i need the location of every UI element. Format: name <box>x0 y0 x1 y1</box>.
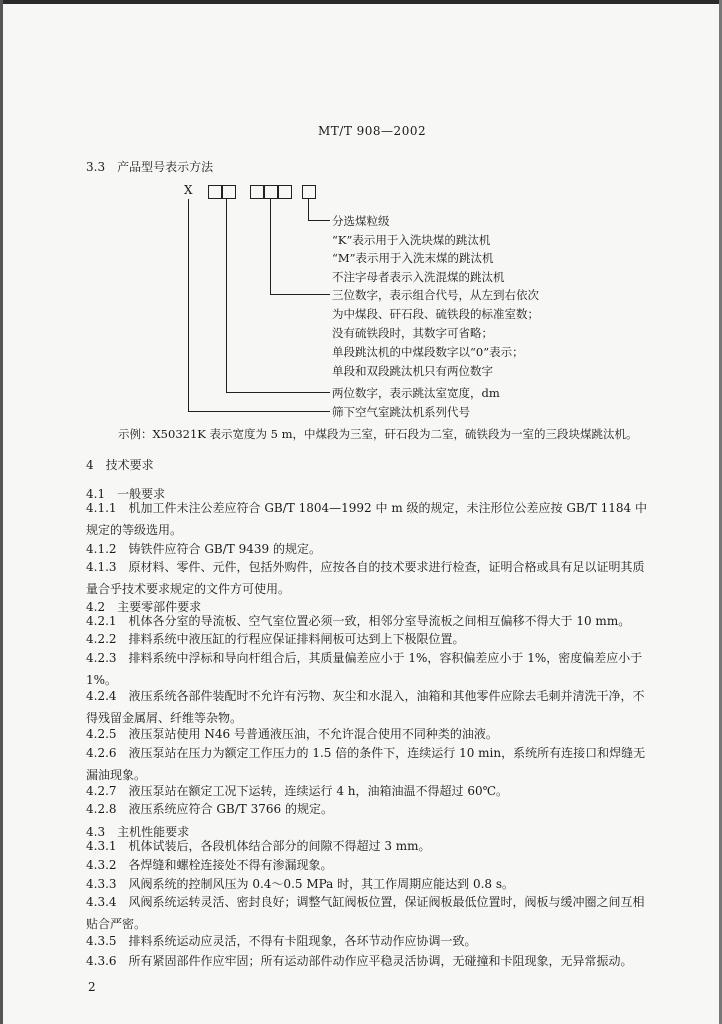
diagram-label: “M”表示用于入洗末煤的跳汰机 <box>332 251 494 265</box>
leader-line <box>226 199 227 393</box>
paragraph-4-1-1: 4.1.1 机加工件未注公差应符合 GB/T 1804—1992 中 m 级的规定，未注形位公差应按 GB/T 1184 中规定的等级选用。 <box>86 501 647 537</box>
diagram-label: 单段跳汰机的中煤段数字以“0”表示； <box>332 345 524 359</box>
code-box <box>264 185 278 199</box>
section-4-2-title: 4.2 主要零部件要求 <box>86 600 202 614</box>
leader-line <box>188 411 330 412</box>
paragraph-4-3-1: 4.3.1 机体试装后，各段机体结合部分的间隙不得超过 3 mm。 <box>86 839 431 853</box>
leader-line <box>270 294 330 295</box>
diagram-label: 三位数字，表示组合代号，从左到右依次 <box>332 288 539 302</box>
page-number: 2 <box>88 980 96 994</box>
standard-header: MT/T 908—2002 <box>318 124 427 138</box>
code-box <box>222 185 236 199</box>
code-box <box>250 185 264 199</box>
paragraph-4-1-2: 4.1.2 铸铁件应符合 GB/T 9439 的规定。 <box>86 542 321 556</box>
code-box <box>208 185 222 199</box>
paragraph-4-1-3: 4.1.3 原材料、零件、元件，包括外购件，应按各自的技术要求进行检查，证明合格或具有足以证明其质量合乎技术要求规定的文件方可使用。 <box>86 560 645 596</box>
leader-line <box>226 392 330 393</box>
section-4-1-title: 4.1 一般要求 <box>86 487 166 501</box>
paragraph-4-3-3: 4.3.3 风阀系统的控制风压为 0.4～0.5 MPa 时，其工作周期应能达到 0.8 s。 <box>86 877 514 891</box>
paragraph-4-2-4: 4.2.4 液压系统各部件装配时不允许有污物、灰尘和水混入，油箱和其他零件应除去毛刺并清洗干净，不得残留金属屑、纤维等杂物。 <box>86 689 645 725</box>
diagram-label: 单段和双段跳汰机只有两位数字 <box>332 364 493 378</box>
diagram-label: 为中煤段、矸石段、硫铁段的标准室数； <box>332 307 539 321</box>
paragraph-4-2-8: 4.2.8 液压系统应符合 GB/T 3766 的规定。 <box>86 802 333 816</box>
scan-edge-left <box>0 0 3 1024</box>
leader-line <box>308 199 309 221</box>
paragraph-4-3-2: 4.3.2 各焊缝和螺栓连接处不得有渗漏现象。 <box>86 858 333 872</box>
diagram-label: 分选煤粒级 <box>332 214 390 228</box>
diagram-label: “K”表示用于入洗块煤的跳汰机 <box>332 233 491 247</box>
diagram-label: 没有硫铁段时，其数字可省略； <box>332 326 493 340</box>
paragraph-4-3-4: 4.3.4 风阀系统运转灵活、密封良好；调整气缸阀板位置，保证阀板最低位置时，阀板与缓冲圈之间互相贴合严密。 <box>86 895 645 931</box>
section-4-3-title: 4.3 主机性能要求 <box>86 825 190 839</box>
scan-edge-top <box>0 0 722 4</box>
paragraph-4-2-7: 4.2.7 液压泵站在额定工况下运转，连续运行 4 h，油箱油温不得超过 60℃。 <box>86 784 509 798</box>
example-text: 示例：X50321K 表示宽度为 5 m，中煤段为三室，矸石段为二室，硫铁段为一室的三段块煤跳汰机。 <box>118 427 638 441</box>
diagram-label: 两位数字，表示跳汰室宽度，dm <box>332 386 500 400</box>
paragraph-4-2-2: 4.2.2 排料系统中液压缸的行程应保证排料闸板可达到上下极限位置。 <box>86 632 465 646</box>
diagram-label: 筛下空气室跳汰机系列代号 <box>332 405 470 419</box>
paragraph-4-2-5: 4.2.5 液压泵站使用 N46 号普通液压油，不允许混合使用不同种类的油液。 <box>86 727 498 741</box>
paragraph-4-2-3: 4.2.3 排料系统中浮标和导向杆组合后，其质量偏差应小于 1%，容积偏差应小于 1%，密度偏差应小于 1%。 <box>86 651 643 687</box>
leader-line <box>270 199 271 295</box>
diagram-label: 不注字母者表示入洗混煤的跳汰机 <box>332 270 505 284</box>
model-prefix: X <box>184 183 193 197</box>
code-box <box>278 185 292 199</box>
paragraph-4-2-6: 4.2.6 液压泵站在压力为额定工作压力的 1.5 倍的条件下，连续运行 10 min，系统所有连接口和焊缝无漏油现象。 <box>86 746 646 782</box>
paragraph-4-2-1: 4.2.1 机体各分室的导流板、空气室位置必须一致，相邻分室导流板之间相互偏移不得大于 10 mm。 <box>86 614 631 628</box>
code-box <box>302 185 316 199</box>
paragraph-4-3-6: 4.3.6 所有紧固部件作应牢固；所有运动部件动作应平稳灵活协调，无碰撞和卡阻现象，无异常振动。 <box>86 954 633 968</box>
leader-line <box>188 199 189 412</box>
section-3-3-title: 3.3 产品型号表示方法 <box>86 160 214 174</box>
paragraph-4-3-5: 4.3.5 排料系统运动应灵活，不得有卡阻现象，各环节动作应协调一致。 <box>86 934 477 948</box>
leader-line <box>308 220 330 221</box>
section-4-title: 4 技术要求 <box>86 458 154 472</box>
